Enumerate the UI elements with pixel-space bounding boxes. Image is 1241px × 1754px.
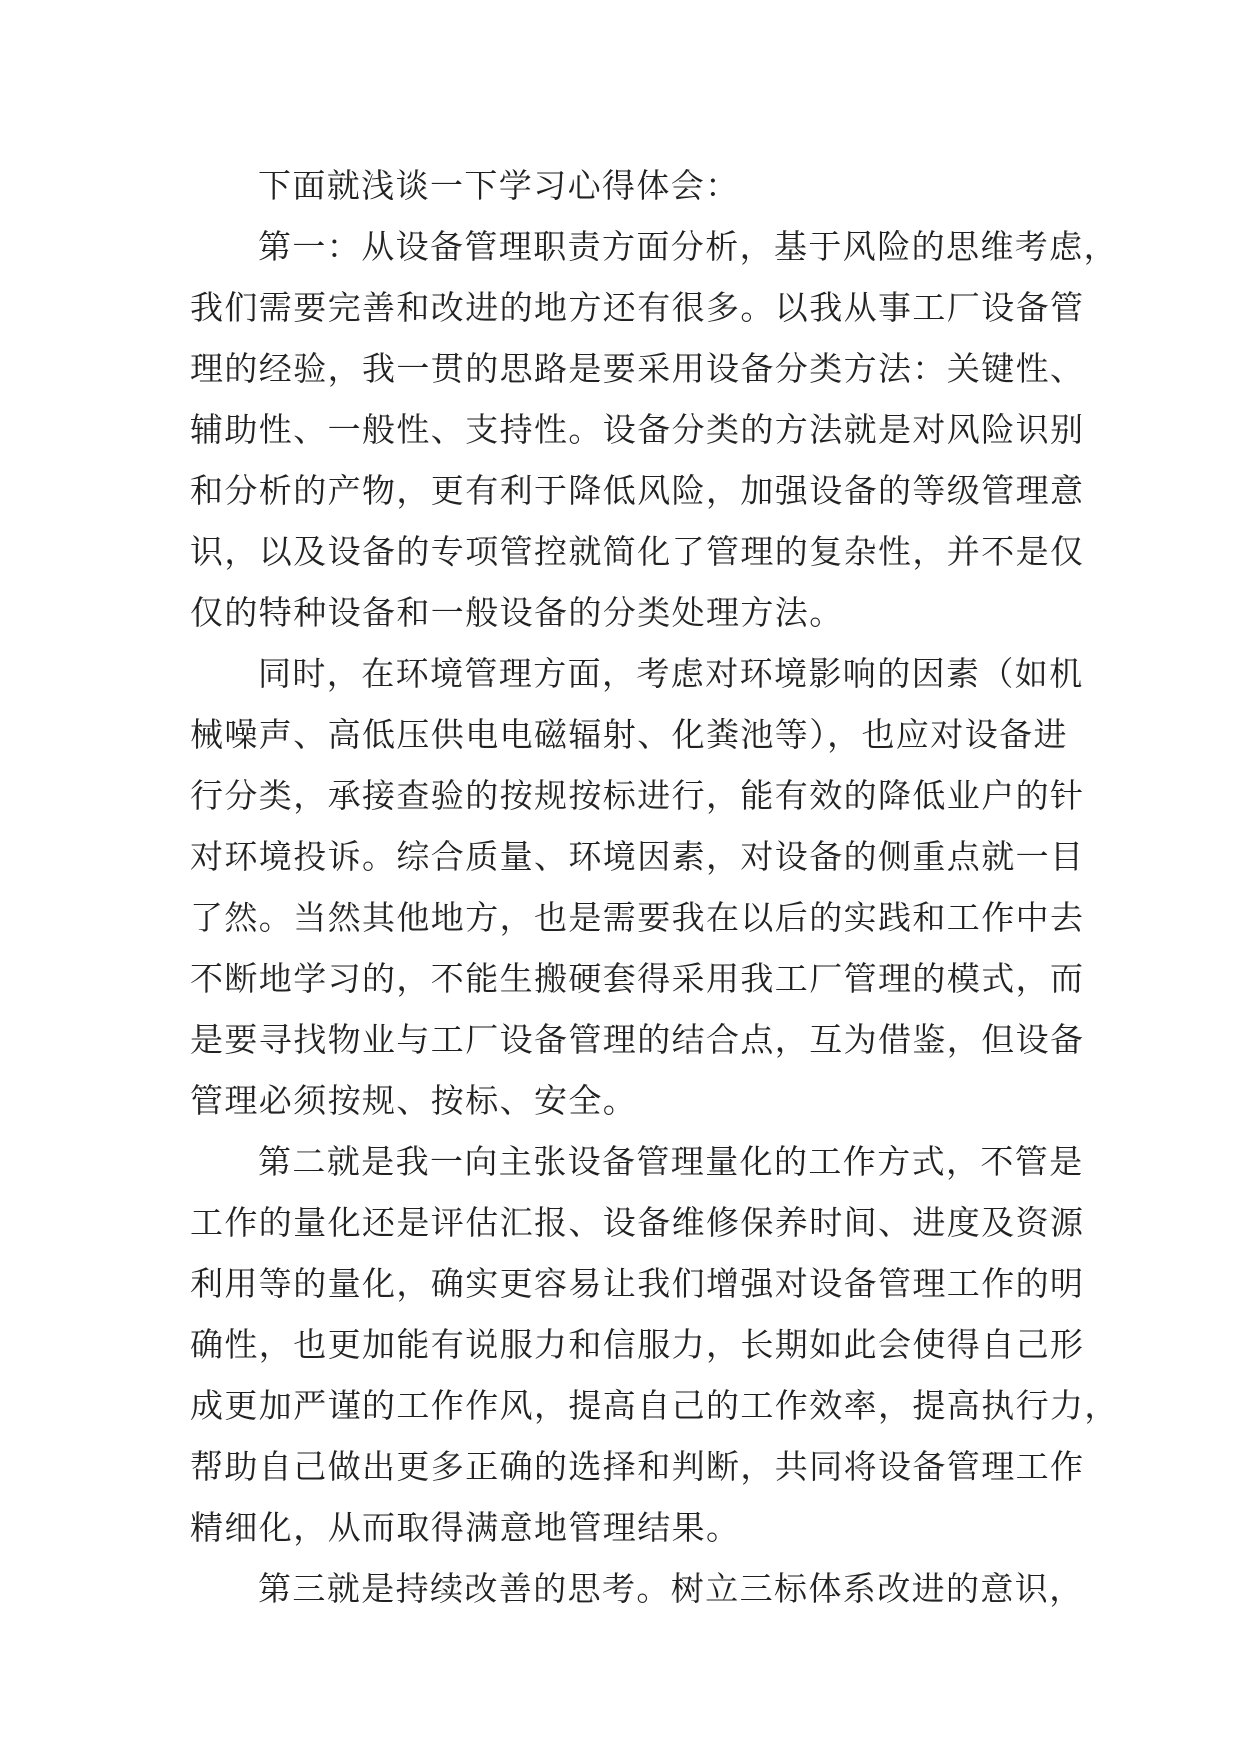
text-line: 帮助自己做出更多正确的选择和判断，共同将设备管理工作 <box>190 1447 1085 1486</box>
text-line: 辅助性、一般性、支持性。设备分类的方法就是对风险识别 <box>190 410 1085 449</box>
text-line: 对环境投诉。综合质量、环境因素，对设备的侧重点就一目 <box>190 837 1085 876</box>
paragraph-first-line: 第二就是我一向主张设备管理量化的工作方式，不管是 <box>258 1142 1084 1181</box>
text-line: 不断地学习的，不能生搬硬套得采用我工厂管理的模式，而 <box>190 959 1085 998</box>
text-line: 械噪声、高低压供电电磁辐射、化粪池等），也应对设备进 <box>190 715 1068 754</box>
text-line: 理的经验，我一贯的思路是要采用设备分类方法：关键性、 <box>190 349 1085 388</box>
text-line: 行分类，承接查验的按规按标进行，能有效的降低业户的针 <box>190 776 1085 815</box>
paragraph-first-line: 第三就是持续改善的思考。树立三标体系改进的意识， <box>258 1569 1084 1608</box>
text-line: 成更加严谨的工作作风，提高自己的工作效率，提高执行力， <box>190 1386 1119 1425</box>
paragraph-intro-line: 下面就浅谈一下学习心得体会： <box>258 166 740 205</box>
paragraph-first-line: 第一：从设备管理职责方面分析，基于风险的思维考虑， <box>258 227 1118 266</box>
document-body <box>190 155 1119 1619</box>
text-line: 精细化，从而取得满意地管理结果。 <box>190 1508 741 1547</box>
text-line: 是要寻找物业与工厂设备管理的结合点，互为借鉴，但设备 <box>190 1020 1085 1059</box>
text-line: 我们需要完善和改进的地方还有很多。以我从事工厂设备管 <box>190 288 1085 327</box>
text-line: 识，以及设备的专项管控就简化了管理的复杂性，并不是仅 <box>190 532 1085 571</box>
text-line: 和分析的产物，更有利于降低风险，加强设备的等级管理意 <box>190 471 1085 510</box>
text-line: 利用等的量化，确实更容易让我们增强对设备管理工作的明 <box>190 1264 1085 1303</box>
text-line: 确性，也更加能有说服力和信服力，长期如此会使得自己形 <box>190 1325 1085 1364</box>
paragraph-first-line: 同时，在环境管理方面，考虑对环境影响的因素（如机 <box>258 654 1084 693</box>
text-line: 了然。当然其他地方，也是需要我在以后的实践和工作中去 <box>190 898 1085 937</box>
text-line: 工作的量化还是评估汇报、设备维修保养时间、进度及资源 <box>190 1203 1085 1242</box>
text-line: 管理必须按规、按标、安全。 <box>190 1081 638 1120</box>
text-line: 仅的特种设备和一般设备的分类处理方法。 <box>190 593 844 632</box>
